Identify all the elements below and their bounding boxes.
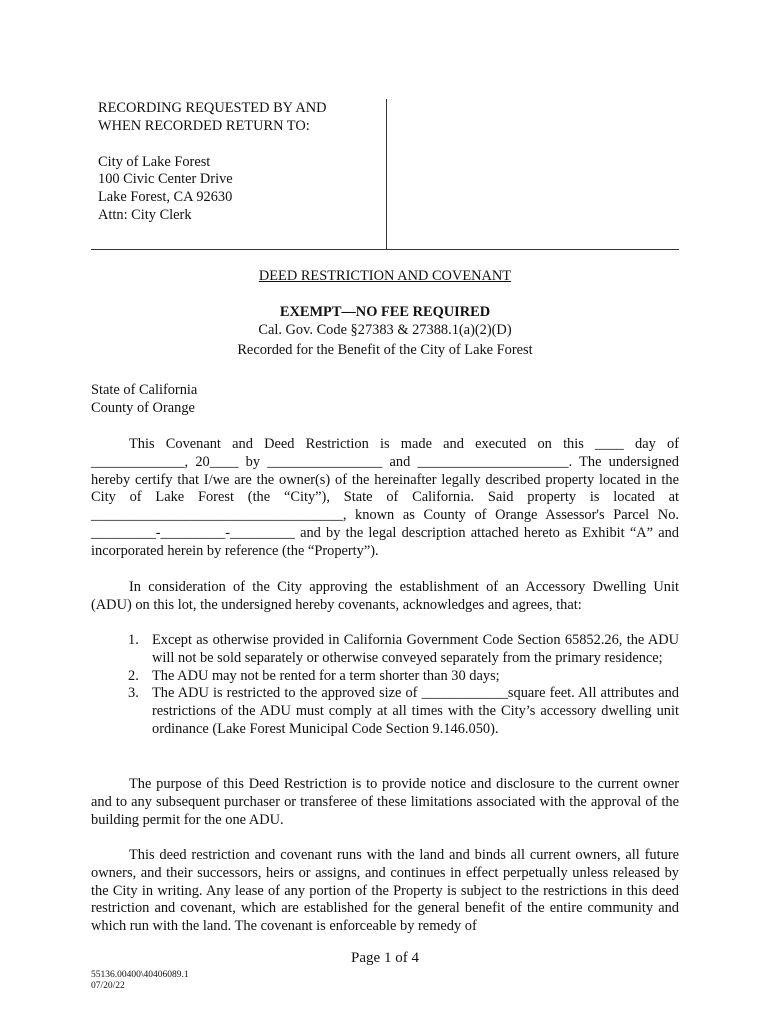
recording-box-divider <box>386 99 387 249</box>
restrictions-list <box>91 632 679 739</box>
list-text: Except as otherwise provided in California Government Code Section 65852.26, the ADU will not be sold separately or otherwise conveyed separately from the primary residence; <box>152 632 679 666</box>
paragraph-text: The purpose of this Deed Restriction is to provide notice and disclosure to the current owner and to any subsequent purchaser or transferee of these limitations associated with the approval of the building permit for the one ADU. <box>91 776 679 828</box>
county-line: County of Orange <box>91 399 195 416</box>
recording-block <box>98 100 378 225</box>
list-text: The ADU is restricted to the approved size of ____________square feet. All attributes and restrictions of the ADU must comply at all times with the City’s accessory dwelling unit ordinance (Lake Forest Municipal Code Section 9.146.050). <box>152 685 679 737</box>
consideration-paragraph <box>91 579 679 615</box>
page-number: Page 1 of 4 <box>351 950 419 966</box>
return-address-line: Attn: City Clerk <box>98 206 192 223</box>
list-number: 1. <box>128 632 139 648</box>
covenant-paragraph <box>91 436 679 561</box>
gov-code-citation: Cal. Gov. Code §27383 & 27388.1(a)(2)(D) <box>258 322 512 338</box>
list-item <box>91 668 679 686</box>
list-number: 3. <box>128 685 139 702</box>
purpose-paragraph <box>91 776 679 829</box>
list-item <box>91 632 679 668</box>
recorded-for-line: Recorded for the Benefit of the City of Lake Forest <box>237 342 533 358</box>
recording-box-bottom-rule <box>91 249 679 250</box>
exempt-heading: EXEMPT—NO FEE REQUIRED <box>279 304 491 320</box>
paragraph-text: This deed restriction and covenant runs with the land and binds all current owners, all future owners, and their successors, heirs or assigns, and continues in effect perpetually unless released by the City in writing. Any lease of any portion of the Property is subject to the restrictions in this deed restriction and covenant, which are established for the general benefit of the entire community and which run with the land. The covenant is enforceable by remedy of <box>91 847 679 935</box>
paragraph-text: This Covenant and Deed Restriction is made and executed on this ____ day of _____________, 20____ by ________________ and _____________________. The undersigned hereby certify that I/we are the owner(s) of the hereinafter legally described property located in the City of Lake Forest (the “City”), State of California. Said property is located at ___________________________________, known as County of Orange Assessor's Parcel No. _________-_________-_________ and by the legal description attached hereto as Exhibit “A” and incorporated herein by reference (the “Property”). <box>91 436 679 559</box>
recording-line-1: RECORDING REQUESTED BY AND <box>98 100 327 116</box>
document-title: DEED RESTRICTION AND COVENANT <box>258 268 512 284</box>
paragraph-text: In consideration of the City approving the establishment of an Accessory Dwelling Unit (ADU) on this lot, the undersigned hereby covenants, acknowledges and agrees, that: <box>91 579 679 613</box>
return-address-line: City of Lake Forest <box>98 153 211 170</box>
recording-line-2: WHEN RECORDED RETURN TO: <box>98 117 310 134</box>
doc-id: 55136.00400\40406089.1 <box>91 970 189 980</box>
venue-block <box>91 382 197 418</box>
list-text: The ADU may not be rented for a term shorter than 30 days; <box>152 667 500 684</box>
runs-with-land-paragraph <box>91 847 679 936</box>
state-line: State of California <box>91 382 198 398</box>
return-address-line: Lake Forest, CA 92630 <box>98 189 233 206</box>
list-item <box>91 685 679 738</box>
doc-date: 07/20/22 <box>91 981 125 991</box>
document-footer-id <box>91 970 189 992</box>
return-address-line: 100 Civic Center Drive <box>98 171 233 188</box>
list-number: 2. <box>128 667 139 684</box>
